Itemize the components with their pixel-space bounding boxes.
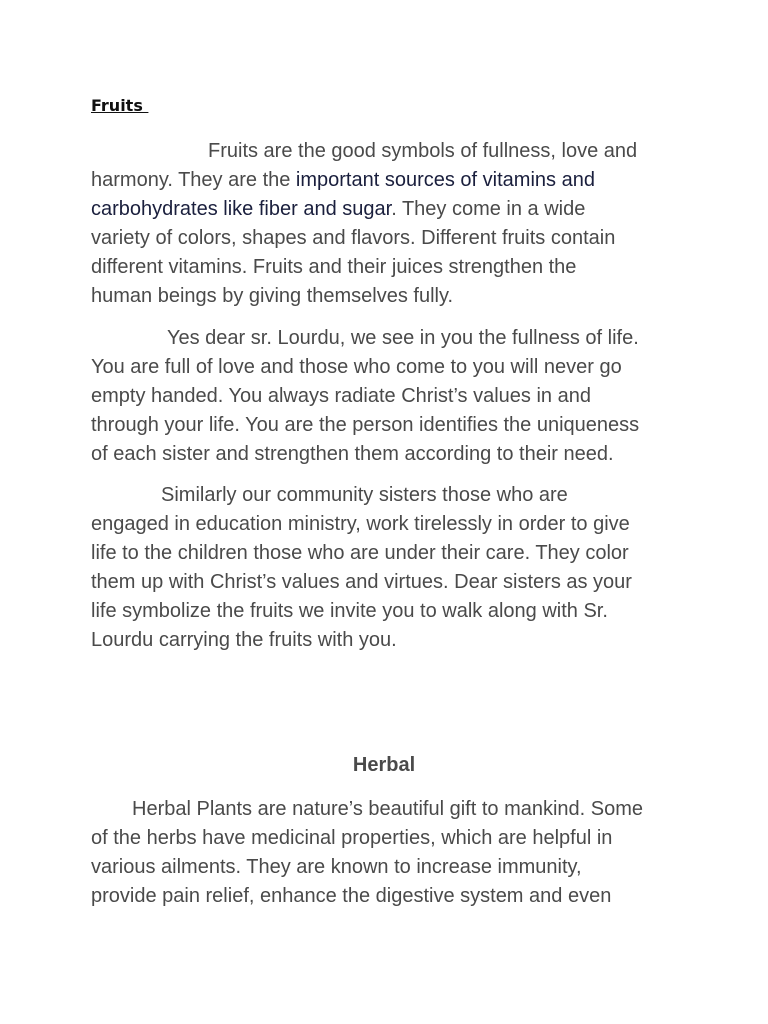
text-line: Similarly our community sisters those who are	[161, 484, 568, 506]
fruits-heading: Fruits	[91, 96, 149, 115]
fruits-paragraph-2	[91, 324, 691, 469]
text-line: Yes dear sr. Lourdu, we see in you the fullness of life.	[167, 327, 639, 349]
herbal-paragraph-1	[91, 795, 691, 911]
text-line: of each sister and strengthen them according to their need.	[91, 443, 614, 465]
text-line: provide pain relief, enhance the digestive system and even	[91, 885, 612, 907]
text-line: Fruits are the good symbols of fullness, love and	[208, 140, 638, 162]
text-line: engaged in education ministry, work tirelessly in order to give	[91, 513, 630, 535]
highlighted-text: carbohydrates like fiber and sugar	[91, 198, 392, 220]
text-span: harmony. They are the	[91, 169, 296, 191]
text-line: of the herbs have medicinal properties, which are helpful in	[91, 827, 613, 849]
text-line: various ailments. They are known to increase immunity,	[91, 856, 582, 878]
text-line: variety of colors, shapes and flavors. Different fruits contain	[91, 227, 616, 249]
fruits-paragraph-1	[91, 137, 691, 311]
text-line: different vitamins. Fruits and their juices strengthen the	[91, 256, 577, 278]
text-line: human beings by giving themselves fully.	[91, 285, 454, 307]
text-span: . They come in a wide	[391, 198, 586, 220]
text-line: empty handed. You always radiate Christ’s values in and	[91, 385, 591, 407]
herbal-heading: Herbal	[352, 754, 416, 776]
fruits-paragraph-3	[91, 481, 691, 655]
text-line: life symbolize the fruits we invite you to walk along with Sr.	[91, 600, 608, 622]
text-line: through your life. You are the person identifies the uniqueness	[91, 414, 640, 436]
text-line: Lourdu carrying the fruits with you.	[91, 629, 397, 651]
text-line: them up with Christ’s values and virtues. Dear sisters as your	[91, 571, 632, 593]
text-line	[91, 166, 691, 195]
text-line: You are full of love and those who come to you will never go	[91, 356, 622, 378]
text-line	[91, 195, 691, 224]
text-line: Herbal Plants are nature’s beautiful gift to mankind. Some	[132, 798, 644, 820]
highlighted-text: important sources of vitamins and	[295, 169, 595, 191]
text-line: life to the children those who are under their care. They color	[91, 542, 629, 564]
